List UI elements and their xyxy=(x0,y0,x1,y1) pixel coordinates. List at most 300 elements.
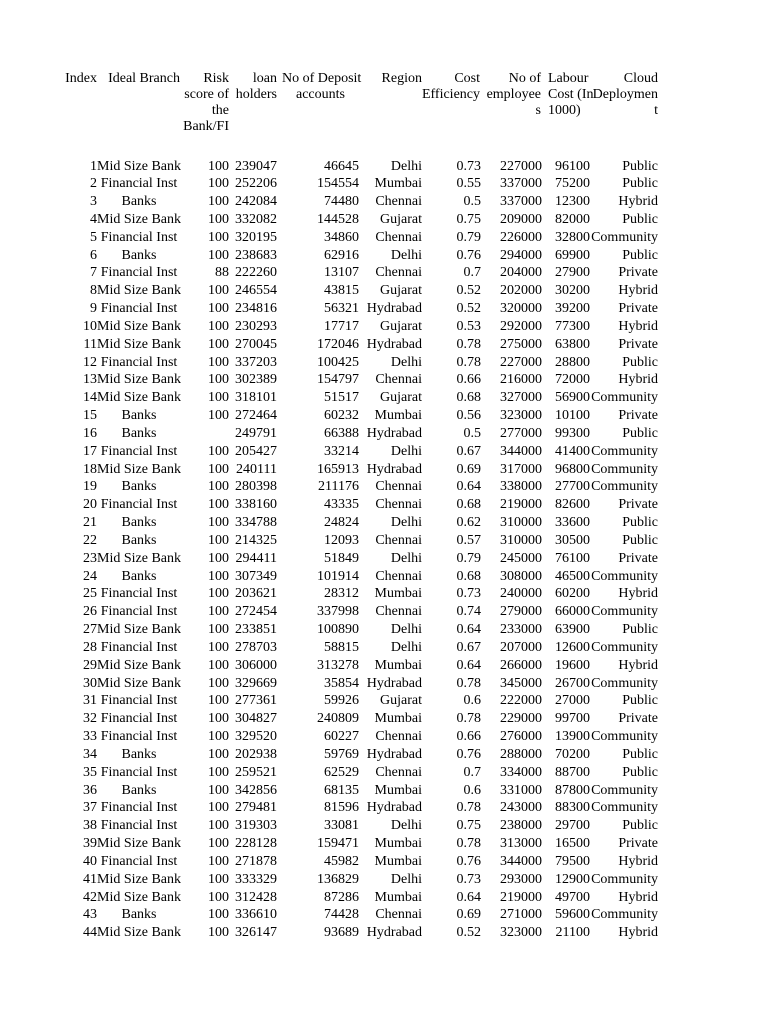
cell-employees: 338000 xyxy=(500,479,542,495)
cell-labour: 49700 xyxy=(555,889,590,905)
cell-index: 22 xyxy=(83,532,97,548)
cell-labour: 13900 xyxy=(555,729,590,745)
cell-deposit: 172046 xyxy=(317,336,359,352)
cell-cost: 0.68 xyxy=(456,497,481,513)
cell-loan: 336610 xyxy=(235,907,277,923)
cell-region: Chennai xyxy=(375,479,422,495)
cell-employees: 219000 xyxy=(500,889,542,905)
cell-cost: 0.53 xyxy=(456,318,481,334)
cell-employees: 227000 xyxy=(500,354,542,370)
cell-risk: 100 xyxy=(208,675,229,691)
cell-index: 40 xyxy=(83,853,97,869)
cell-employees: 276000 xyxy=(500,729,542,745)
cell-index: 25 xyxy=(83,586,97,602)
cell-cost: 0.66 xyxy=(456,372,481,388)
cell-deposit: 87286 xyxy=(324,889,359,905)
cell-loan: 240111 xyxy=(236,461,277,477)
cell-branch: Banks xyxy=(121,907,157,923)
cell-employees: 323000 xyxy=(500,925,542,941)
cell-index: 28 xyxy=(83,639,97,655)
cell-risk: 100 xyxy=(208,497,229,513)
cell-cost: 0.68 xyxy=(456,390,481,406)
cell-cloud: Public xyxy=(622,211,658,227)
cell-index: 18 xyxy=(83,461,97,477)
cell-deposit: 74480 xyxy=(324,194,359,210)
cell-region: Mumbai xyxy=(374,657,422,673)
cell-labour: 96800 xyxy=(555,461,590,477)
cell-index: 20 xyxy=(83,497,97,513)
cell-loan: 306000 xyxy=(235,657,277,673)
cell-loan: 252206 xyxy=(235,176,277,192)
cell-deposit: 43335 xyxy=(324,497,359,513)
cell-loan: 234816 xyxy=(235,301,277,317)
cell-region: Chennai xyxy=(375,604,422,620)
cell-labour: 46500 xyxy=(555,568,590,584)
cell-cloud: Private xyxy=(618,301,658,317)
cell-risk: 100 xyxy=(208,925,229,941)
cell-region: Hydrabad xyxy=(366,746,422,762)
cell-index: 17 xyxy=(83,443,97,459)
cell-cloud: Public xyxy=(622,425,658,441)
cell-deposit: 35854 xyxy=(324,675,359,691)
cell-labour: 29700 xyxy=(555,818,590,834)
cell-region: Hydrabad xyxy=(366,301,422,317)
cell-cost: 0.6 xyxy=(463,693,481,709)
cell-cloud: Hybrid xyxy=(618,925,658,941)
cell-branch: Banks xyxy=(121,247,157,263)
cell-risk: 100 xyxy=(208,764,229,780)
cell-region: Gujarat xyxy=(380,318,422,334)
cell-employees: 344000 xyxy=(500,853,542,869)
cell-cost: 0.66 xyxy=(456,729,481,745)
cell-loan: 329669 xyxy=(235,675,277,691)
cell-deposit: 59769 xyxy=(324,746,359,762)
cell-region: Hydrabad xyxy=(366,800,422,816)
cell-deposit: 240809 xyxy=(317,711,359,727)
cell-deposit: 59926 xyxy=(324,693,359,709)
cell-employees: 227000 xyxy=(500,158,542,174)
cell-employees: 222000 xyxy=(500,693,542,709)
cell-cost: 0.52 xyxy=(456,283,481,299)
cell-cost: 0.5 xyxy=(463,425,481,441)
cell-employees: 209000 xyxy=(500,211,542,227)
cell-cloud: Hybrid xyxy=(618,586,658,602)
cell-branch: Financial Inst xyxy=(100,764,178,780)
cell-labour: 99300 xyxy=(555,425,590,441)
cell-risk: 100 xyxy=(208,639,229,655)
cell-index: 9 xyxy=(90,301,97,317)
cell-employees: 233000 xyxy=(500,622,542,638)
cell-cloud: Community xyxy=(591,443,658,459)
cell-deposit: 165913 xyxy=(317,461,359,477)
cell-region: Chennai xyxy=(375,229,422,245)
cell-risk: 100 xyxy=(208,283,229,299)
cell-branch: Mid Size Bank xyxy=(97,158,181,174)
cell-cloud: Community xyxy=(591,871,658,887)
cell-risk: 100 xyxy=(208,889,229,905)
cell-index: 36 xyxy=(83,782,97,798)
cell-cloud: Public xyxy=(622,818,658,834)
cell-employees: 219000 xyxy=(500,497,542,513)
cell-cost: 0.78 xyxy=(456,336,481,352)
cell-deposit: 51849 xyxy=(324,550,359,566)
header-region: Region xyxy=(381,71,422,86)
cell-deposit: 33081 xyxy=(324,818,359,834)
cell-cloud: Private xyxy=(618,497,658,513)
cell-loan: 337203 xyxy=(235,354,277,370)
cell-cost: 0.76 xyxy=(456,853,481,869)
cell-index: 5 xyxy=(90,229,97,245)
cell-labour: 32800 xyxy=(555,229,590,245)
cell-cloud: Community xyxy=(591,390,658,406)
cell-region: Delhi xyxy=(390,515,422,531)
cell-cloud: Community xyxy=(591,479,658,495)
cell-cloud: Community xyxy=(591,675,658,691)
cell-risk: 100 xyxy=(208,907,229,923)
cell-employees: 288000 xyxy=(500,746,542,762)
cell-region: Hydrabad xyxy=(366,675,422,691)
cell-labour: 19600 xyxy=(555,657,590,673)
cell-region: Chennai xyxy=(375,907,422,923)
cell-loan: 332082 xyxy=(235,211,277,227)
cell-risk: 100 xyxy=(208,247,229,263)
cell-loan: 239047 xyxy=(235,158,277,174)
cell-cost: 0.7 xyxy=(463,265,481,281)
cell-loan: 279481 xyxy=(235,800,277,816)
cell-employees: 279000 xyxy=(500,604,542,620)
cell-cloud: Hybrid xyxy=(618,657,658,673)
header-index: Index xyxy=(65,71,97,86)
cell-branch: Banks xyxy=(121,408,157,424)
cell-cloud: Public xyxy=(622,354,658,370)
header-branch: Ideal Branch xyxy=(108,71,180,86)
cell-region: Hydrabad xyxy=(366,461,422,477)
cell-index: 42 xyxy=(83,889,97,905)
cell-region: Chennai xyxy=(375,497,422,513)
cell-cost: 0.76 xyxy=(456,247,481,263)
cell-cost: 0.73 xyxy=(456,158,481,174)
cell-deposit: 154797 xyxy=(317,372,359,388)
cell-index: 44 xyxy=(83,925,97,941)
cell-loan: 320195 xyxy=(235,229,277,245)
cell-loan: 280398 xyxy=(235,479,277,495)
cell-loan: 307349 xyxy=(235,568,277,584)
cell-labour: 16500 xyxy=(555,836,590,852)
cell-employees: 334000 xyxy=(500,764,542,780)
cell-labour: 30200 xyxy=(555,283,590,299)
cell-loan: 277361 xyxy=(235,693,277,709)
cell-deposit: 12093 xyxy=(324,532,359,548)
cell-deposit: 28312 xyxy=(324,586,359,602)
cell-deposit: 81596 xyxy=(324,800,359,816)
cell-loan: 304827 xyxy=(235,711,277,727)
cell-cost: 0.75 xyxy=(456,818,481,834)
cell-cloud: Hybrid xyxy=(618,283,658,299)
cell-cloud: Hybrid xyxy=(618,853,658,869)
cell-deposit: 62916 xyxy=(324,247,359,263)
cell-employees: 271000 xyxy=(500,907,542,923)
cell-loan: 270045 xyxy=(235,336,277,352)
cell-region: Gujarat xyxy=(380,693,422,709)
cell-cost: 0.69 xyxy=(456,461,481,477)
cell-loan: 259521 xyxy=(235,764,277,780)
cell-index: 31 xyxy=(83,693,97,709)
cell-loan: 238683 xyxy=(235,247,277,263)
cell-risk: 100 xyxy=(208,158,229,174)
cell-region: Mumbai xyxy=(374,853,422,869)
cell-branch: Financial Inst xyxy=(100,711,178,727)
cell-risk: 88 xyxy=(215,265,229,281)
cell-deposit: 211176 xyxy=(318,479,359,495)
cell-loan: 319303 xyxy=(235,818,277,834)
cell-region: Chennai xyxy=(375,729,422,745)
cell-cost: 0.64 xyxy=(456,889,481,905)
cell-region: Hydrabad xyxy=(366,425,422,441)
cell-risk: 100 xyxy=(208,818,229,834)
cell-cloud: Public xyxy=(622,247,658,263)
cell-employees: 345000 xyxy=(500,675,542,691)
cell-employees: 317000 xyxy=(500,461,542,477)
cell-cost: 0.73 xyxy=(456,871,481,887)
cell-index: 41 xyxy=(83,871,97,887)
cell-cost: 0.67 xyxy=(456,443,481,459)
cell-branch: Banks xyxy=(121,532,157,548)
cell-risk: 100 xyxy=(208,461,229,477)
cell-cloud: Private xyxy=(618,836,658,852)
header-cloud: Cloud Deploymen t xyxy=(592,71,658,118)
cell-branch: Financial Inst xyxy=(100,639,178,655)
cell-employees: 245000 xyxy=(500,550,542,566)
cell-employees: 240000 xyxy=(500,586,542,602)
cell-loan: 203621 xyxy=(235,586,277,602)
cell-branch: Mid Size Bank xyxy=(97,211,181,227)
cell-cost: 0.64 xyxy=(456,479,481,495)
cell-labour: 10100 xyxy=(555,408,590,424)
cell-loan: 294411 xyxy=(235,550,277,566)
cell-risk: 100 xyxy=(208,568,229,584)
cell-cloud: Community xyxy=(591,907,658,923)
cell-branch: Banks xyxy=(121,425,157,441)
cell-risk: 100 xyxy=(208,372,229,388)
cell-employees: 310000 xyxy=(500,532,542,548)
cell-branch: Mid Size Bank xyxy=(97,336,181,352)
cell-loan: 202938 xyxy=(235,746,277,762)
cell-branch: Banks xyxy=(121,515,157,531)
cell-loan: 272454 xyxy=(235,604,277,620)
cell-labour: 82000 xyxy=(555,211,590,227)
cell-cost: 0.74 xyxy=(456,604,481,620)
cell-branch: Banks xyxy=(121,568,157,584)
cell-deposit: 66388 xyxy=(324,425,359,441)
cell-risk: 100 xyxy=(208,194,229,210)
cell-cloud: Public xyxy=(622,622,658,638)
cell-deposit: 159471 xyxy=(317,836,359,852)
cell-index: 23 xyxy=(83,550,97,566)
cell-index: 15 xyxy=(83,408,97,424)
header-deposit: No of Deposit accounts xyxy=(282,71,362,102)
cell-loan: 333329 xyxy=(235,871,277,887)
cell-deposit: 17717 xyxy=(324,318,359,334)
cell-branch: Banks xyxy=(121,746,157,762)
cell-risk: 100 xyxy=(208,782,229,798)
cell-loan: 246554 xyxy=(235,283,277,299)
cell-loan: 230293 xyxy=(235,318,277,334)
header-loan: loan holders xyxy=(235,71,277,102)
cell-index: 8 xyxy=(90,283,97,299)
cell-employees: 331000 xyxy=(500,782,542,798)
cell-index: 33 xyxy=(83,729,97,745)
cell-index: 14 xyxy=(83,390,97,406)
cell-cost: 0.55 xyxy=(456,176,481,192)
cell-region: Hydrabad xyxy=(366,925,422,941)
cell-deposit: 60227 xyxy=(324,729,359,745)
cell-risk: 100 xyxy=(208,390,229,406)
cell-labour: 99700 xyxy=(555,711,590,727)
cell-region: Chennai xyxy=(375,372,422,388)
cell-loan: 233851 xyxy=(235,622,277,638)
cell-loan: 222260 xyxy=(235,265,277,281)
cell-deposit: 337998 xyxy=(317,604,359,620)
cell-employees: 266000 xyxy=(500,657,542,673)
cell-risk: 100 xyxy=(208,408,229,424)
cell-index: 26 xyxy=(83,604,97,620)
cell-cloud: Public xyxy=(622,515,658,531)
cell-cost: 0.79 xyxy=(456,550,481,566)
cell-employees: 337000 xyxy=(500,194,542,210)
cell-region: Delhi xyxy=(390,550,422,566)
cell-deposit: 100425 xyxy=(317,354,359,370)
cell-cost: 0.6 xyxy=(463,782,481,798)
cell-employees: 226000 xyxy=(500,229,542,245)
cell-cloud: Community xyxy=(591,639,658,655)
cell-region: Gujarat xyxy=(380,283,422,299)
cell-risk: 100 xyxy=(208,176,229,192)
cell-index: 32 xyxy=(83,711,97,727)
cell-labour: 63900 xyxy=(555,622,590,638)
cell-index: 16 xyxy=(83,425,97,441)
cell-labour: 66000 xyxy=(555,604,590,620)
cell-deposit: 136829 xyxy=(317,871,359,887)
cell-index: 21 xyxy=(83,515,97,531)
cell-loan: 312428 xyxy=(235,889,277,905)
cell-cost: 0.56 xyxy=(456,408,481,424)
cell-labour: 56900 xyxy=(555,390,590,406)
cell-deposit: 68135 xyxy=(324,782,359,798)
cell-deposit: 144528 xyxy=(317,211,359,227)
cell-cloud: Community xyxy=(591,782,658,798)
cell-employees: 207000 xyxy=(500,639,542,655)
cell-region: Delhi xyxy=(390,818,422,834)
cell-labour: 12600 xyxy=(555,639,590,655)
cell-cloud: Private xyxy=(618,408,658,424)
cell-region: Chennai xyxy=(375,568,422,584)
cell-branch: Financial Inst xyxy=(100,729,178,745)
cell-risk: 100 xyxy=(208,622,229,638)
cell-branch: Financial Inst xyxy=(100,443,178,459)
cell-labour: 63800 xyxy=(555,336,590,352)
cell-cloud: Community xyxy=(591,604,658,620)
cell-loan: 342856 xyxy=(235,782,277,798)
cell-deposit: 93689 xyxy=(324,925,359,941)
cell-cost: 0.73 xyxy=(456,586,481,602)
cell-employees: 202000 xyxy=(500,283,542,299)
cell-labour: 27900 xyxy=(555,265,590,281)
cell-region: Mumbai xyxy=(374,836,422,852)
cell-cost: 0.79 xyxy=(456,229,481,245)
cell-labour: 82600 xyxy=(555,497,590,513)
cell-cost: 0.78 xyxy=(456,675,481,691)
cell-deposit: 313278 xyxy=(317,657,359,673)
cell-index: 19 xyxy=(83,479,97,495)
cell-branch: Banks xyxy=(121,479,157,495)
cell-deposit: 43815 xyxy=(324,283,359,299)
cell-employees: 310000 xyxy=(500,515,542,531)
cell-cost: 0.5 xyxy=(463,194,481,210)
cell-labour: 60200 xyxy=(555,586,590,602)
cell-cost: 0.64 xyxy=(456,657,481,673)
cell-employees: 204000 xyxy=(500,265,542,281)
cell-branch: Mid Size Bank xyxy=(97,657,181,673)
cell-index: 39 xyxy=(83,836,97,852)
cell-employees: 243000 xyxy=(500,800,542,816)
cell-region: Chennai xyxy=(375,194,422,210)
cell-cloud: Community xyxy=(591,229,658,245)
cell-cost: 0.52 xyxy=(456,301,481,317)
cell-cloud: Private xyxy=(618,711,658,727)
cell-cloud: Hybrid xyxy=(618,889,658,905)
cell-cloud: Public xyxy=(622,532,658,548)
cell-cloud: Public xyxy=(622,176,658,192)
cell-region: Delhi xyxy=(390,639,422,655)
cell-cloud: Public xyxy=(622,764,658,780)
cell-loan: 326147 xyxy=(235,925,277,941)
cell-index: 7 xyxy=(90,265,97,281)
cell-deposit: 33214 xyxy=(324,443,359,459)
cell-branch: Mid Size Bank xyxy=(97,622,181,638)
cell-risk: 100 xyxy=(208,211,229,227)
cell-cost: 0.64 xyxy=(456,622,481,638)
cell-branch: Financial Inst xyxy=(100,586,178,602)
cell-loan: 329520 xyxy=(235,729,277,745)
cell-deposit: 60232 xyxy=(324,408,359,424)
cell-loan: 205427 xyxy=(235,443,277,459)
cell-risk: 100 xyxy=(208,693,229,709)
cell-index: 11 xyxy=(83,336,97,352)
cell-cost: 0.67 xyxy=(456,639,481,655)
cell-branch: Banks xyxy=(121,194,157,210)
cell-loan: 242084 xyxy=(235,194,277,210)
cell-employees: 308000 xyxy=(500,568,542,584)
cell-index: 2 xyxy=(90,176,97,192)
cell-risk: 100 xyxy=(208,711,229,727)
cell-cloud: Hybrid xyxy=(618,318,658,334)
cell-region: Mumbai xyxy=(374,782,422,798)
cell-branch: Mid Size Bank xyxy=(97,550,181,566)
cell-deposit: 51517 xyxy=(324,390,359,406)
cell-branch: Financial Inst xyxy=(100,265,178,281)
cell-region: Delhi xyxy=(390,871,422,887)
cell-labour: 69900 xyxy=(555,247,590,263)
header-risk: Risk score of the Bank/FI xyxy=(183,71,229,134)
cell-region: Mumbai xyxy=(374,586,422,602)
cell-loan: 228128 xyxy=(235,836,277,852)
cell-deposit: 13107 xyxy=(324,265,359,281)
cell-employees: 320000 xyxy=(500,301,542,317)
cell-branch: Financial Inst xyxy=(100,800,178,816)
cell-risk: 100 xyxy=(208,604,229,620)
cell-labour: 39200 xyxy=(555,301,590,317)
cell-loan: 214325 xyxy=(235,532,277,548)
